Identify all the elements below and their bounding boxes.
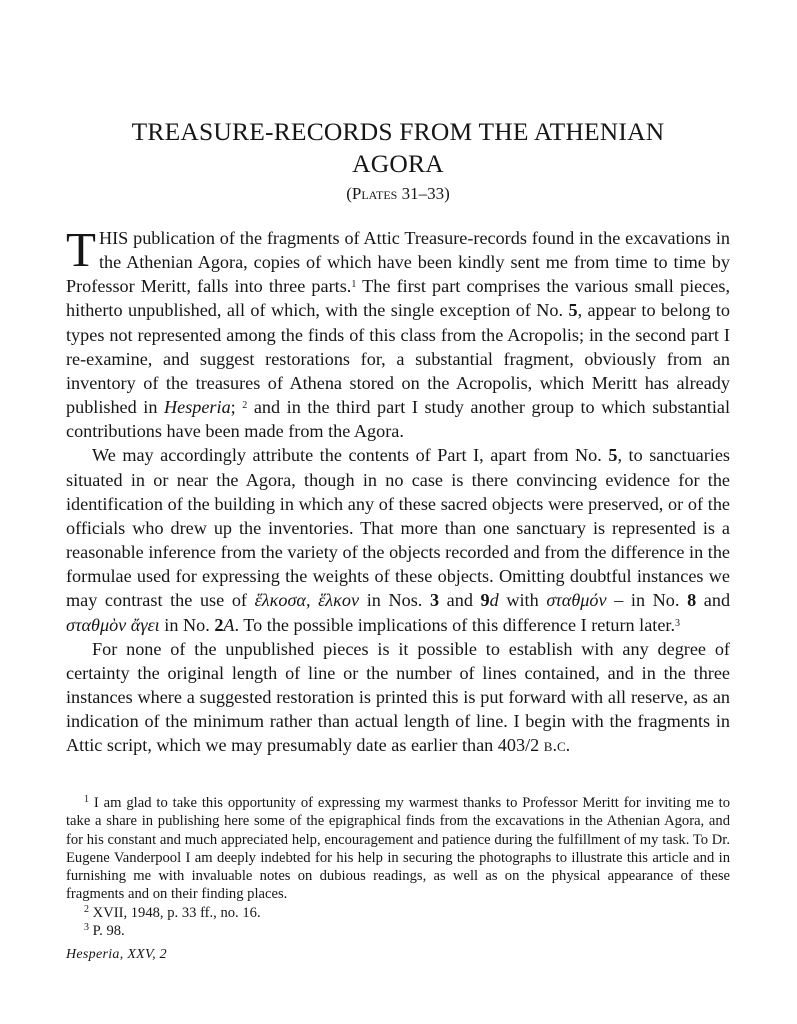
era-abbreviation: b.c. <box>543 735 571 756</box>
catalogue-number: 5 <box>608 445 618 466</box>
catalogue-number: 3 <box>429 590 440 611</box>
catalogue-number: 5 <box>568 300 578 321</box>
paragraph-3: For none of the unpublished pieces is it possible to establish with any degree of certainty the original length of line or the number of lines contained, and in the three instances where a suggested restoration is printed this is put forward with all reserve, as an indication of the minimum rather than actual length of line. I begin with the fragments in Attic script, which we may presumably date as earlier than 403/2 b.c. <box>66 638 730 756</box>
article-title <box>66 116 730 180</box>
greek-term: ἕλκοσα, ἕλκον <box>254 590 360 611</box>
footnote-number: 2 <box>84 903 89 915</box>
article-body <box>66 222 731 757</box>
footnote-ref-1: 1 <box>351 279 357 291</box>
greek-term: σταθμόν <box>546 590 607 611</box>
greek-term: σταθμὸν ἄγει <box>66 614 160 635</box>
plates-range: 31–33) <box>397 184 450 203</box>
footnote-ref-2: 2 <box>242 400 248 412</box>
catalogue-number: 2 <box>214 614 224 635</box>
footnote-ref-3: 3 <box>675 617 681 629</box>
plates-reference: (Plates 31–33) <box>346 184 450 203</box>
catalogue-number: 9 <box>480 590 490 611</box>
journal-page <box>66 0 730 1024</box>
plates-word: Plates <box>351 184 398 203</box>
footnote-number: 1 <box>84 794 89 805</box>
catalogue-suffix: A <box>223 614 235 635</box>
footnote-2: $^2$ XVII, 1948, p. 33 ff., no. 16. <box>84 903 261 921</box>
catalogue-suffix: d <box>489 590 499 611</box>
drop-cap: T <box>66 222 93 277</box>
footnotes <box>66 794 730 940</box>
paragraph-1: THIS publication of the fragments of Attic Treasure-records found in the excavations in the Athenian Agora, copies of which have been kindly sent me from time to time by Professor Meritt, falls into three parts.$^1$ The first part comprises the various small pieces, hitherto unpublished, all of which, with the single exception of No. 5, appear to belong to types not represented among the finds of this class from the Acropolis; in the second part I re-examine, and suggest restorations for, a substantial fragment, obviously from an inventory of the treasures of Athena stored on the Acropolis, which Meritt has already published in Hesperia; $^2$ and in the third part I study another group to which substantial contributions have been made from the Agora. <box>66 222 730 442</box>
footnote-1: $^1$ I am glad to take this opportunity of expressing my warmest thanks to Professor Meritt for inviting me to take a share in publishing here some of the epigraphical finds from the excavations in the Athenian Agora, and for his constant and much appreciated help, encouragement and patience during the fulfillment of my task. To Dr. Eugene Vanderpool I am deeply indebted for his help in securing the photographs to illustrate this article and in furnishing me with invaluable notes on dubious readings, as well as on the physical appearance of these fragments and on their finding places. <box>66 794 730 903</box>
paragraph-2: We may accordingly attribute the contents of Part I, apart from No. 5, to sanctuaries situated in or near the Agora, though in no case is there convincing evidence for the identification of the building in which any of these sacred objects were preserved, or of the officials who drew up the inventories. That more than one sanctuary is represented is a reasonable inference from the variety of the objects recorded and from the difference in the formulae used for expressing the weights of these objects. Omitting doubtful instances we may contrast the use of ἕλκοσα, ἕλκον in Nos. 3 and 9d with σταθμόν – in No. 8 and σταθμὸν ἄγει in No. 2A. To the possible implications of this difference I return later.$^3$ <box>66 445 731 635</box>
title-line-1: TREASURE-RECORDS FROM THE ATHENIAN <box>131 117 665 146</box>
running-footer: Hesperia, XXV, 2 <box>66 947 167 962</box>
title-line-2: AGORA <box>352 149 444 178</box>
footnote-number: 3 <box>84 922 89 934</box>
journal-name: Hesperia <box>163 397 231 418</box>
catalogue-number: 8 <box>687 590 697 611</box>
footnote-3: $^3$ P. 98. <box>84 922 125 940</box>
